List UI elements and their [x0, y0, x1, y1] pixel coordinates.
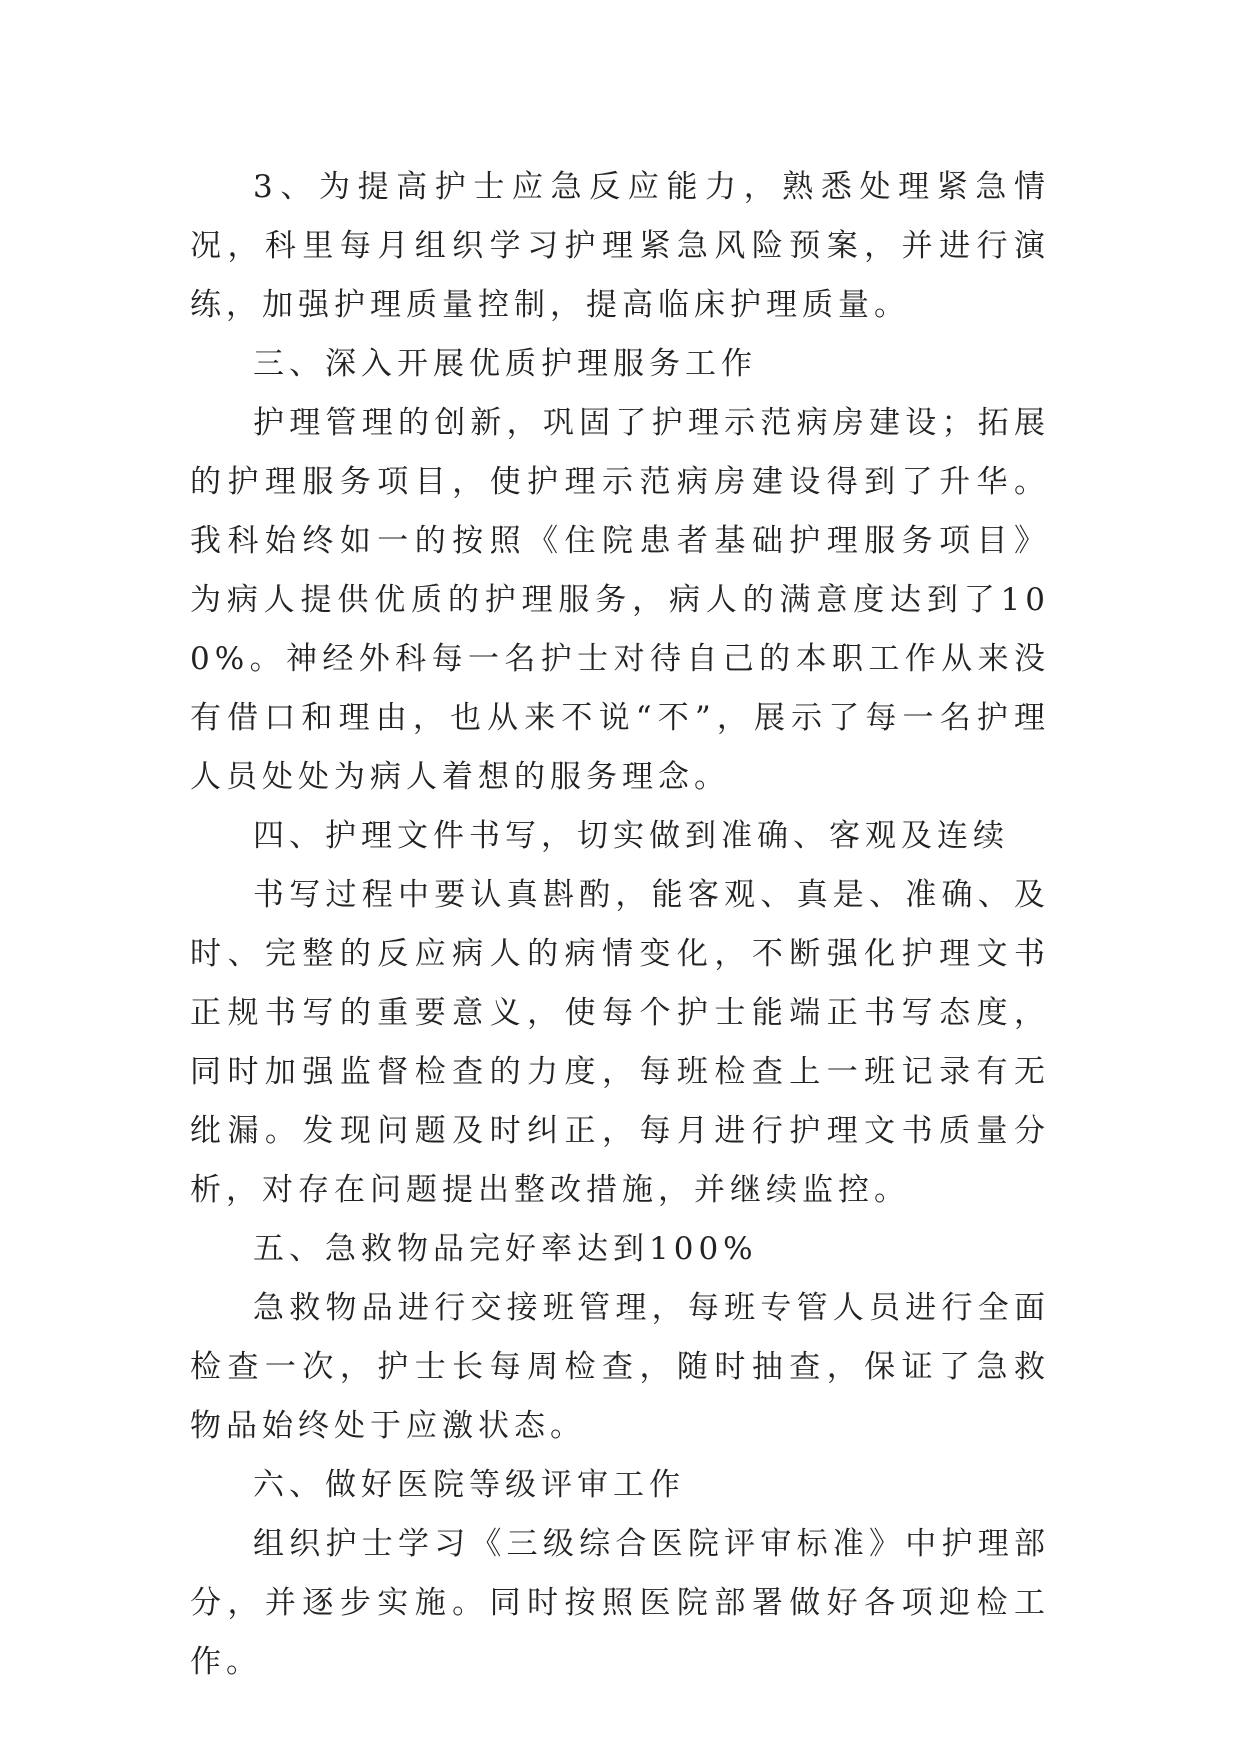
paragraph-emergency-training: 3、为提高护士应急反应能力，熟悉处理紧急情况，科里每月组织学习护理紧急风险预案，并进行演练，加强护理质量控制，提高临床护理质量。: [190, 169, 1050, 323]
paragraph-emergency-supplies: 急救物品进行交接班管理，每班专管人员进行全面检查一次，护士长每周检查，随时抽查，保证了急救物品始终处于应激状态。: [190, 1290, 1050, 1444]
section-heading-quality-nursing: 三、深入开展优质护理服务工作: [253, 346, 757, 382]
section-heading-nursing-documents: 四、护理文件书写，切实做到准确、客观及连续: [253, 818, 1009, 854]
section-heading-emergency-supplies: 五、急救物品完好率达到100%: [253, 1231, 758, 1267]
paragraph-quality-nursing: 护理管理的创新，巩固了护理示范病房建设；拓展的护理服务项目，使护理示范病房建设得到了升华。我科始终如一的按照《住院患者基础护理服务项目》为病人提供优质的护理服务，病人的满意度达到了100%。神经外科每一名护士对待自己的本职工作从来没有借口和理由，也从来不说“不”，展示了每一名护理人员处处为病人着想的服务理念。: [190, 405, 1050, 795]
paragraph-nursing-documents: 书写过程中要认真斟酌，能客观、真是、准确、及时、完整的反应病人的病情变化，不断强化护理文书正规书写的重要意义，使每个护士能端正书写态度，同时加强监督检查的力度，每班检查上一班记录有无纰漏。发现问题及时纠正，每月进行护理文书质量分析，对存在问题提出整改措施，并继续监控。: [190, 877, 1050, 1208]
document-body: [190, 158, 1050, 1692]
paragraph-hospital-review: 组织护士学习《三级综合医院评审标准》中护理部分，并逐步实施。同时按照医院部署做好各项迎检工作。: [190, 1526, 1050, 1680]
section-heading-hospital-review: 六、做好医院等级评审工作: [253, 1467, 685, 1503]
